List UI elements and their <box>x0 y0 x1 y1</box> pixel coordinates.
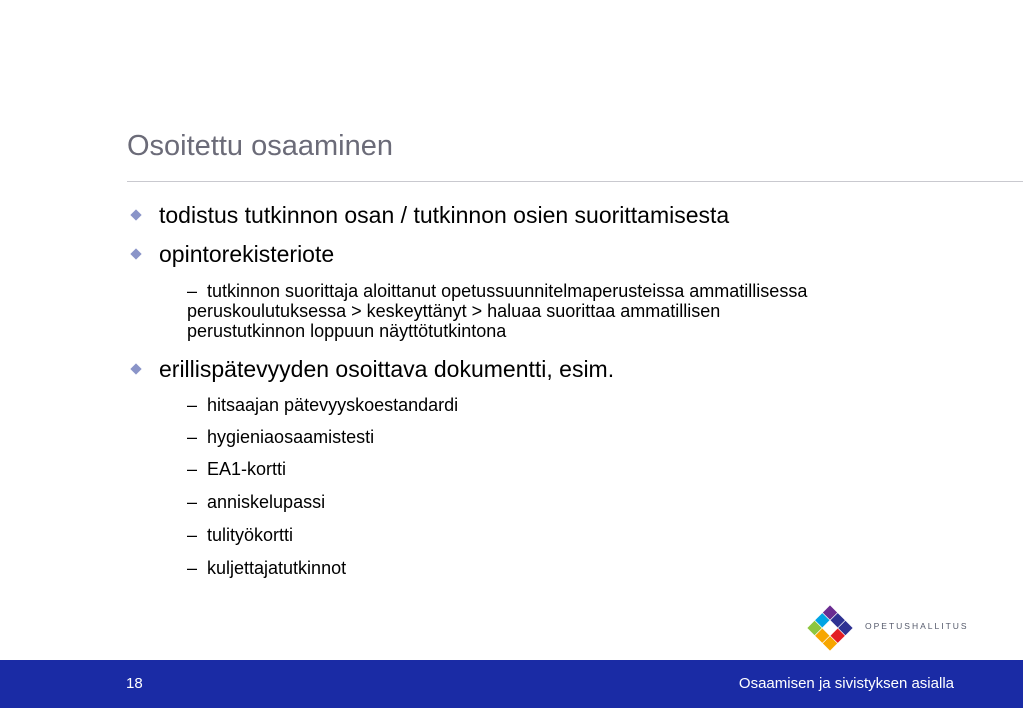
page-number: 18 <box>126 675 143 692</box>
dash-bullet-icon: – <box>187 427 198 447</box>
bullet-item <box>159 240 334 268</box>
diamond-bullet-icon <box>130 209 141 220</box>
footer-bar <box>0 660 1023 708</box>
dash-bullet-icon: – <box>187 492 198 512</box>
sub-bullet-line: peruskoulutuksessa > keskeyttänyt > haluaa suorittaa ammatillisen <box>187 301 721 321</box>
sub-bullet-text: anniskelupassi <box>207 492 326 512</box>
dash-bullet-icon: – <box>187 281 198 301</box>
bullet-item <box>159 201 729 229</box>
sub-bullet-item <box>187 427 374 447</box>
sub-bullet-item <box>187 492 325 512</box>
diamond-bullet-icon <box>130 363 141 374</box>
bullet-item <box>159 355 614 383</box>
dash-bullet-icon: – <box>187 459 198 479</box>
bullet-text: todistus tutkinnon osan / tutkinnon osien suorittamisesta <box>159 202 730 228</box>
sub-bullet-line: perustutkinnon loppuun näyttötutkintona <box>187 321 507 341</box>
dash-bullet-icon: – <box>187 395 198 415</box>
sub-bullet-item <box>187 558 346 578</box>
sub-bullet-text <box>187 281 807 341</box>
bullet-text: erillispätevyyden osoittava dokumentti, esim. <box>159 356 615 382</box>
opetushallitus-logo-icon <box>806 604 854 652</box>
sub-bullet-text: kuljettajatutkinnot <box>207 558 347 578</box>
sub-bullet-item <box>187 395 458 415</box>
dash-bullet-icon: – <box>187 558 198 578</box>
sub-bullet-line: tutkinnon suorittaja aloittanut opetussuunnitelmaperusteissa ammatillisessa <box>207 281 808 301</box>
sub-bullet-text: tulityökortti <box>207 525 294 545</box>
dash-bullet-icon: – <box>187 525 198 545</box>
logo-wordmark: OPETUSHALLITUS <box>865 621 969 631</box>
sub-bullet-text: hygieniaosaamistesti <box>207 427 375 447</box>
sub-bullet-item <box>187 459 286 479</box>
sub-bullet-item <box>187 525 293 545</box>
slide-title: Osoitettu osaaminen <box>127 130 393 162</box>
bullet-text: opintorekisteriote <box>159 241 335 267</box>
sub-bullet-text: hitsaajan pätevyyskoestandardi <box>207 395 459 415</box>
diamond-bullet-icon <box>130 248 141 259</box>
footer-tagline: Osaamisen ja sivistyksen asialla <box>738 675 954 692</box>
sub-bullet-item <box>187 281 807 341</box>
sub-bullet-text: EA1-kortti <box>207 459 287 479</box>
